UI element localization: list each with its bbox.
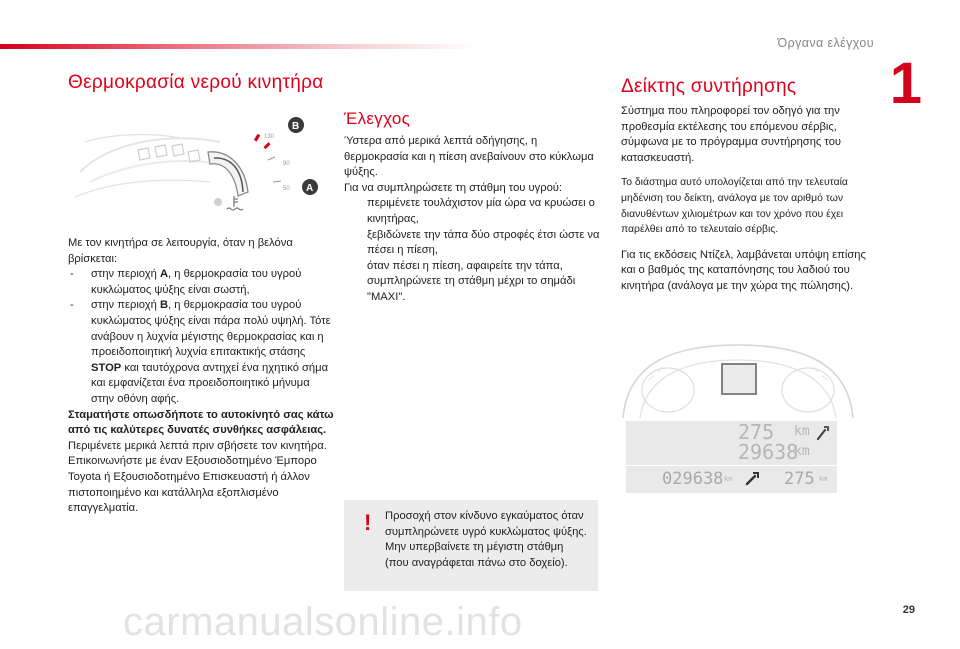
service-remaining: 275 <box>784 469 815 489</box>
wait-text: Περιμένετε μερικά λεπτά πριν σβήσετε τον κινητήρα. <box>68 439 327 452</box>
temperature-gauge-illustration <box>70 112 330 227</box>
top-accent-bar <box>0 44 480 49</box>
coolant-temp-heading: Θερμοκρασία νερού κινητήρα <box>68 72 324 93</box>
refill-intro: Για να συμπληρώσετε τη στάθμη του υγρού: <box>344 181 563 194</box>
service-display-panel <box>626 421 837 465</box>
contact-dealer-text: Επικοινωνήστε με έναν Εξουσιοδοτημένο Έμπορο Toyota ή Εξουσιοδοτημένο Επισκευαστή ή άλλον πιστοποιημένο και κατάλληλα εξοπλισμένο επαγγελματία. <box>68 455 317 515</box>
check-heading: Έλεγχος <box>344 109 411 128</box>
wrench-icon <box>744 471 760 487</box>
watermark: carmanualsonline.info <box>123 600 523 644</box>
burn-warning-box <box>344 500 598 591</box>
bullet-item: ξεβιδώνετε την τάπα δύο στροφές έτσι ώστε να πέσει η πίεση, <box>367 228 600 257</box>
section-title: Όργανα ελέγχου <box>777 36 874 50</box>
maintenance-indicator-heading: Δείκτης συντήρησης <box>621 76 797 97</box>
service-remaining-unit: km <box>819 475 828 483</box>
check-intro: Ύστερα από μερικά λεπτά οδήγησης, η θερμοκρασία και η πίεση ανεβαίνουν στο κύκλωμα ψύξης. <box>344 135 594 179</box>
gauge-mark-90: 90 <box>283 161 290 167</box>
left-column-text <box>68 236 334 517</box>
odometer-total-unit: km <box>724 475 733 483</box>
dash-marker: - <box>70 268 74 281</box>
wrench-icon <box>816 425 830 441</box>
warning-exclamation-icon: ! <box>364 510 372 535</box>
maintenance-p1: Σύστημα που πληροφορεί τον οδηγό για την προθεσμία εκτέλεσης του επόμενου σέρβις, σύμφωνα με το πρόγραμμα συντήρησης του κατασκευαστή. <box>621 105 842 164</box>
page-number: 29 <box>902 604 915 616</box>
item-zone-a: - στην περιοχή A, η θερμοκρασία του υγρού κυκλώματος ψύξης είναι σωστή, <box>70 268 302 296</box>
bullet-item: περιμένετε τουλάχιστον μία ώρα να κρυώσει ο κινητήρας, <box>367 197 595 225</box>
odometer-display-panel <box>626 466 837 493</box>
label-b: B <box>292 121 300 132</box>
stop-vehicle-warning: Σταματήστε οπωσδήποτε το αυτοκίνητό σας κάτω από τις καλύτερες δυνατές συνθήκες ασφάλειας. <box>68 408 334 437</box>
service-distance: 275 <box>738 420 775 444</box>
maintenance-p3: Για τις εκδόσεις Ντίζελ, λαμβάνεται υπόψη επίσης και ο βαθμός της καταπόνησης του λαδιού του κινητήρα (ανάλογα με την χώρα της πώλησης). <box>621 248 866 292</box>
cluster-display-screen <box>722 364 756 394</box>
odometer-reading: 29638 <box>738 440 799 464</box>
burn-warning-text: Προσοχή στον κίνδυνο εγκαύματος όταν συμπληρώνετε υγρό κυκλώματος ψύξης. Μην υπερβαίνετε τη μέγιστη στάθμη (που αναγράφεται πάνω στο δοχείο). <box>385 510 587 569</box>
right-column-text <box>621 104 873 295</box>
chapter-number: 1 <box>889 51 922 116</box>
instrument-cluster-illustration <box>618 340 858 420</box>
status-dot-icon <box>214 198 222 206</box>
odometer-total: 029638 <box>662 469 724 489</box>
dash-marker: - <box>70 299 74 312</box>
middle-column-text <box>344 134 600 306</box>
gauge-mark-50: 50 <box>283 186 290 192</box>
gauge-mark-130: 130 <box>264 134 275 140</box>
bullet-item: όταν πέσει η πίεση, αφαιρείτε την τάπα, <box>367 259 563 272</box>
service-unit: km <box>794 424 810 439</box>
maintenance-p2: Το διάστημα αυτό υπολογίζεται από την τελευταία μηδένιση του δείκτη, ανάλογα με τον αριθμό των διανυθέντων χιλιομέτρων και τον χρόνο που έχει παρέλθει από το τελευταίο σέρβις. <box>621 177 848 236</box>
item-zone-b: - στην περιοχή B, η θερμοκρασία του υγρού κυκλώματος ψύξης είναι πάρα πολύ υψηλή. Τότε ανάβουν η λυχνία μέγιστης θερμοκρασίας και η προειδοποιητική λυχνία επιτακτικής στάσης STOP και ταυτόχρονα αντηχεί ένα ηχητικό σήμα και εμφανίζεται ένα προειδοποιητικό μήνυμα στην οθόνη αφής. <box>70 299 331 405</box>
bullet-item: συμπληρώνετε τη στάθμη μέχρι το σημάδι "MAXI". <box>367 275 576 303</box>
intro-text: Με τον κινητήρα σε λειτουργία, όταν η βελόνα βρίσκεται: <box>68 237 293 265</box>
label-a: A <box>306 183 314 194</box>
odometer-unit: km <box>794 444 810 459</box>
